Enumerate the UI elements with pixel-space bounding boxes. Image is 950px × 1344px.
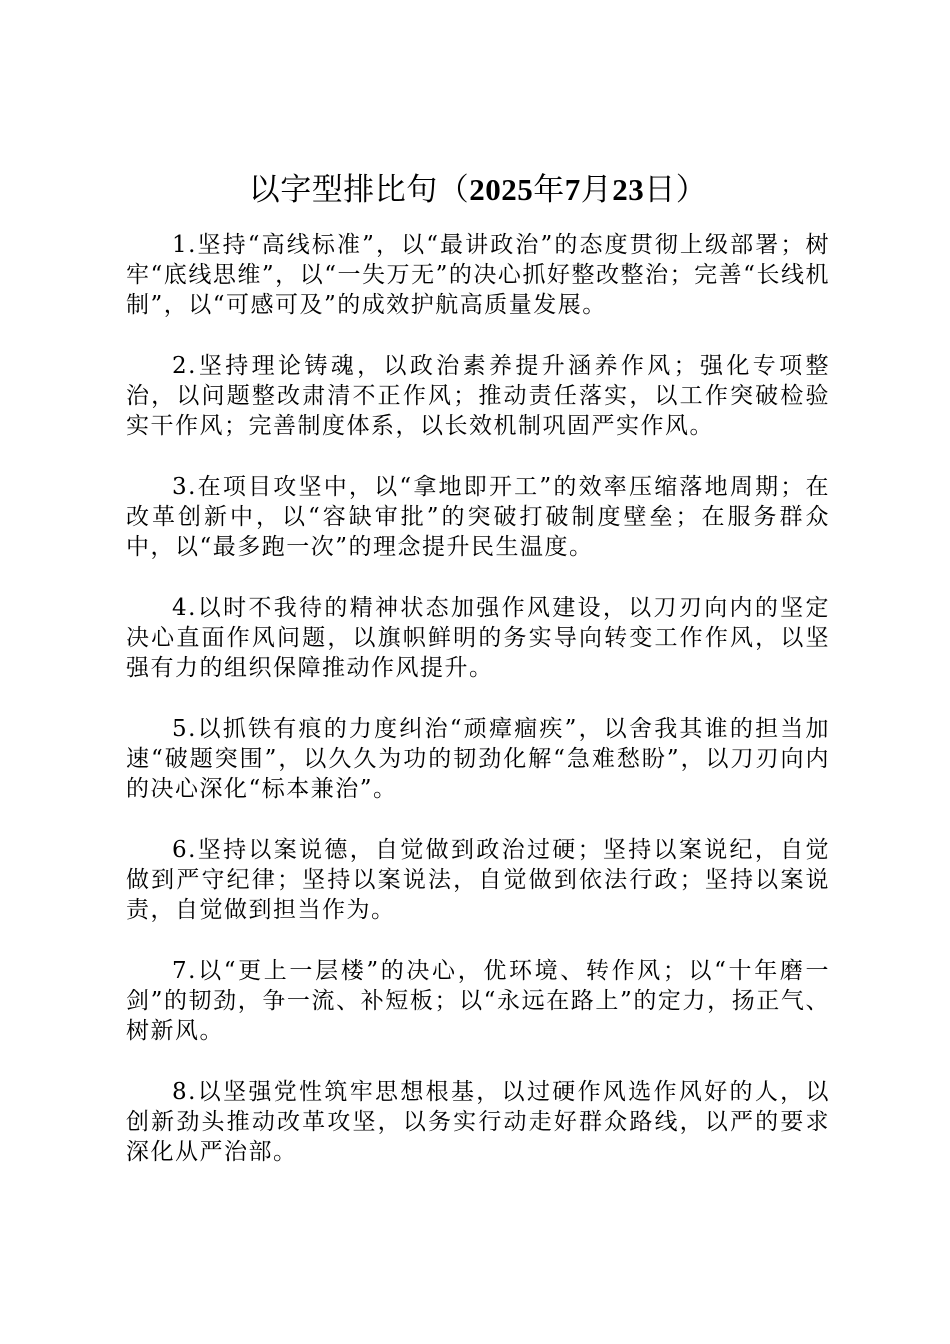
title-day: 23 [612,172,645,207]
paragraph-4: 4.以时不我待的精神状态加强作风建设，以刀刃向内的坚定决心直面作风问题，以旗帜鲜明的务实导向转变工作作风，以坚强有力的组织保障推动作风提升。 [126,595,830,681]
title-prefix: 以字型排比句（ [248,172,470,208]
document-page [126,168,830,1198]
title-year-suffix: 年 [533,172,565,208]
title-year: 2025 [469,172,534,207]
paragraph-6: 6.坚持以案说德，自觉做到政治过硬；坚持以案说纪，自觉做到严守纪律；坚持以案说法，自觉做到依法行政；坚持以案说责，自觉做到担当作为。 [126,837,830,923]
title-month: 7 [564,172,581,207]
paragraph-2: 2.坚持理论铸魂，以政治素养提升涵养作风；强化专项整治，以问题整改肃清不正作风；推动责任落实，以工作突破检验实干作风；完善制度体系，以长效机制巩固严实作风。 [126,353,830,439]
paragraph-1: 1.坚持“高线标准”，以“最讲政治”的态度贯彻上级部署；树牢“底线思维”，以“一失万无”的决心抓好整改整治；完善“长线机制”，以“可感可及”的成效护航高质量发展。 [126,232,830,318]
paragraph-5: 5.以抓铁有痕的力度纠治“顽瘴痼疾”，以舍我其谁的担当加速“破题突围”，以久久为功的韧劲化解“急难愁盼”，以刀刃向内的决心深化“标本兼治”。 [126,716,830,802]
title-day-suffix: 日） [644,172,708,208]
document-title [126,168,830,212]
paragraph-3: 3.在项目攻坚中，以“拿地即开工”的效率压缩落地周期；在改革创新中，以“容缺审批”的突破打破制度壁垒；在服务群众中，以“最多跑一次”的理念提升民生温度。 [126,474,830,560]
title-month-suffix: 月 [580,172,613,208]
paragraph-7: 7.以“更上一层楼”的决心，优环境、转作风；以“十年磨一剑”的韧劲，争一流、补短板；以“永远在路上”的定力，扬正气、树新风。 [126,958,830,1044]
paragraph-8: 8.以坚强党性筑牢思想根基，以过硬作风选作风好的人，以创新劲头推动改革攻坚，以务实行动走好群众路线，以严的要求深化从严治部。 [126,1079,830,1165]
